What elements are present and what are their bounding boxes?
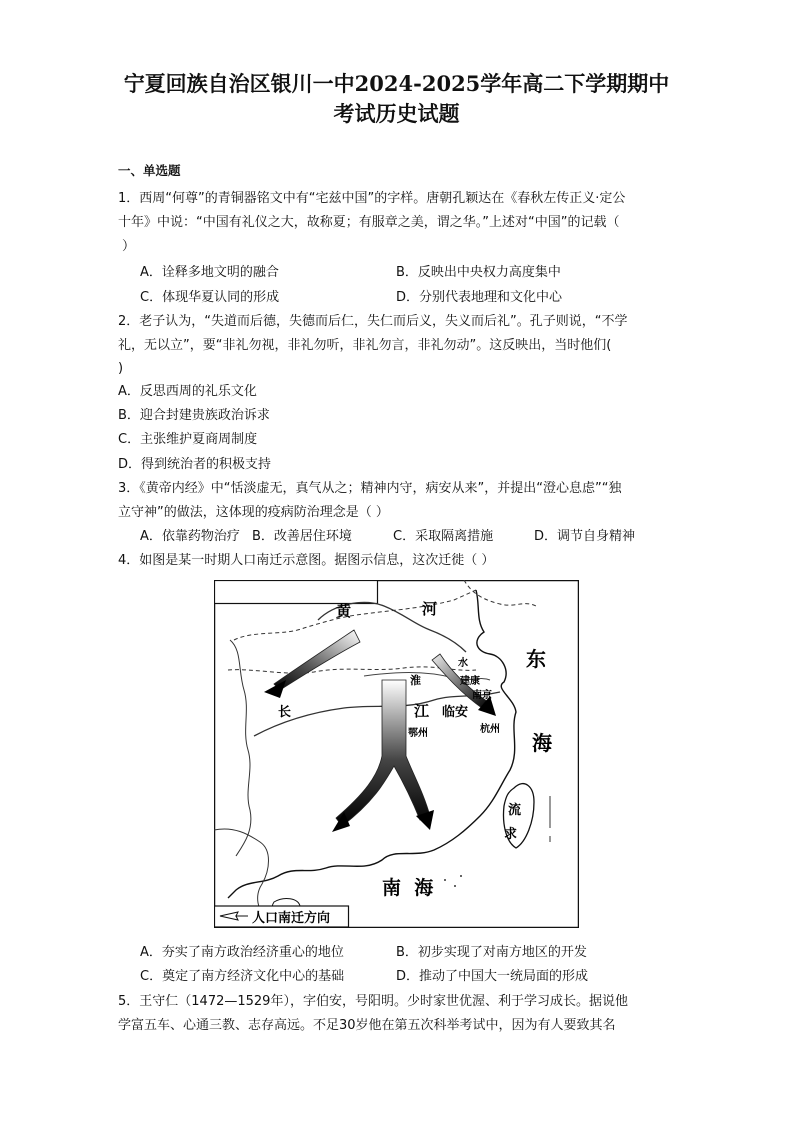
label-jiankang: 建康 — [460, 676, 480, 687]
label-huang: 黄 — [336, 602, 352, 620]
q1-option-d: D．分别代表地理和文化中心 — [396, 290, 563, 305]
q1-stem-line1: 1．西周“何尊”的青铜器铭文中有“宅兹中国”的字样。唐朝孔颖达在《春秋左传正义·定公 — [118, 191, 626, 206]
label-shui: 水 — [458, 658, 468, 669]
q4-option-b: B．初步实现了对南方地区的开发 — [396, 945, 587, 960]
label-qiu: 求 — [504, 827, 518, 842]
label-huai: 淮 — [410, 674, 421, 687]
q3-stem-line1: 3．《黄帝内经》中“恬淡虚无，真气从之；精神内守，病安从来”，并提出“澄心息虑”“独 — [118, 481, 622, 496]
q2-option-a: A．反思西周的礼乐文化 — [118, 384, 257, 399]
q3-option-a: A．依靠药物治疗 — [140, 529, 240, 544]
migration-map — [214, 580, 579, 928]
q1-option-b: B．反映出中央权力高度集中 — [396, 265, 561, 280]
exam-title-line2: 考试历史试题 — [333, 101, 460, 126]
section-heading: 一、单选题 — [118, 163, 181, 178]
label-hai-east: 海 — [532, 731, 552, 755]
label-hangzhou: 杭州 — [480, 724, 500, 735]
q2-option-c: C．主张维护夏商周制度 — [118, 432, 258, 447]
q5-stem-line1: 5．王守仁（1472—1529年），字伯安，号阳明。少时家世优渥、利于学习成长。据说他 — [118, 994, 628, 1009]
label-jiang: 江 — [414, 702, 430, 720]
label-liu: 流 — [508, 803, 522, 818]
legend-label: 人口南迁方向 — [252, 911, 331, 926]
label-he: 河 — [422, 600, 438, 618]
label-ezhou: 鄂州 — [408, 728, 428, 739]
q4-option-d: D．推动了中国大一统局面的形成 — [396, 969, 589, 984]
label-nanjing: 南京 — [472, 690, 492, 701]
q2-stem-line3: ) — [118, 361, 124, 376]
q3-option-c: C．采取隔离措施 — [393, 529, 494, 544]
q5-stem-line2: 学富五车、心通三教、志存高远。不足30岁他在第五次科举考试中，因为有人要致其名 — [118, 1018, 616, 1033]
q4-option-a: A．夯实了南方政治经济重心的地位 — [140, 945, 344, 960]
q1-stem-line3: ） — [122, 239, 136, 254]
label-chang: 长 — [278, 705, 292, 720]
label-linan: 临安 — [442, 705, 469, 720]
exam-title-line1: 宁夏回族自治区银川一中2024-2025学年高二下学期期中 — [123, 71, 670, 96]
q3-option-d: D．调节自身精神 — [534, 529, 636, 544]
label-dong: 东 — [526, 647, 546, 671]
q3-option-b: B．改善居住环境 — [252, 529, 352, 544]
map-title-box — [215, 581, 378, 604]
q1-stem-line2: 十年》中说：“中国有礼仪之大，故称夏；有服章之美，谓之华。”上述对“中国”的记载（ — [118, 215, 620, 230]
q1-option-a: A．诠释多地文明的融合 — [140, 265, 279, 280]
label-nanhai: 南 海 — [382, 877, 434, 899]
q2-option-d: D．得到统治者的积极支持 — [118, 457, 272, 472]
q2-stem-line1: 2．老子认为，“失道而后德，失德而后仁，失仁而后义，失义而后礼”。孔子则说，“不学 — [118, 314, 628, 329]
q1-option-c: C．体现华夏认同的形成 — [140, 290, 280, 305]
q3-stem-line2: 立守神”的做法，这体现的疫病防治理念是（ ） — [118, 505, 389, 520]
q4-stem-line1: 4．如图是某一时期人口南迁示意图。据图示信息，这次迁徙（ ） — [118, 553, 495, 568]
q2-option-b: B．迎合封建贵族政治诉求 — [118, 408, 270, 423]
q2-stem-line2: 礼，无以立”，要“非礼勿视，非礼勿听，非礼勿言，非礼勿动”。这反映出，当时他们( — [118, 338, 612, 353]
q4-option-c: C．奠定了南方经济文化中心的基础 — [140, 969, 345, 984]
